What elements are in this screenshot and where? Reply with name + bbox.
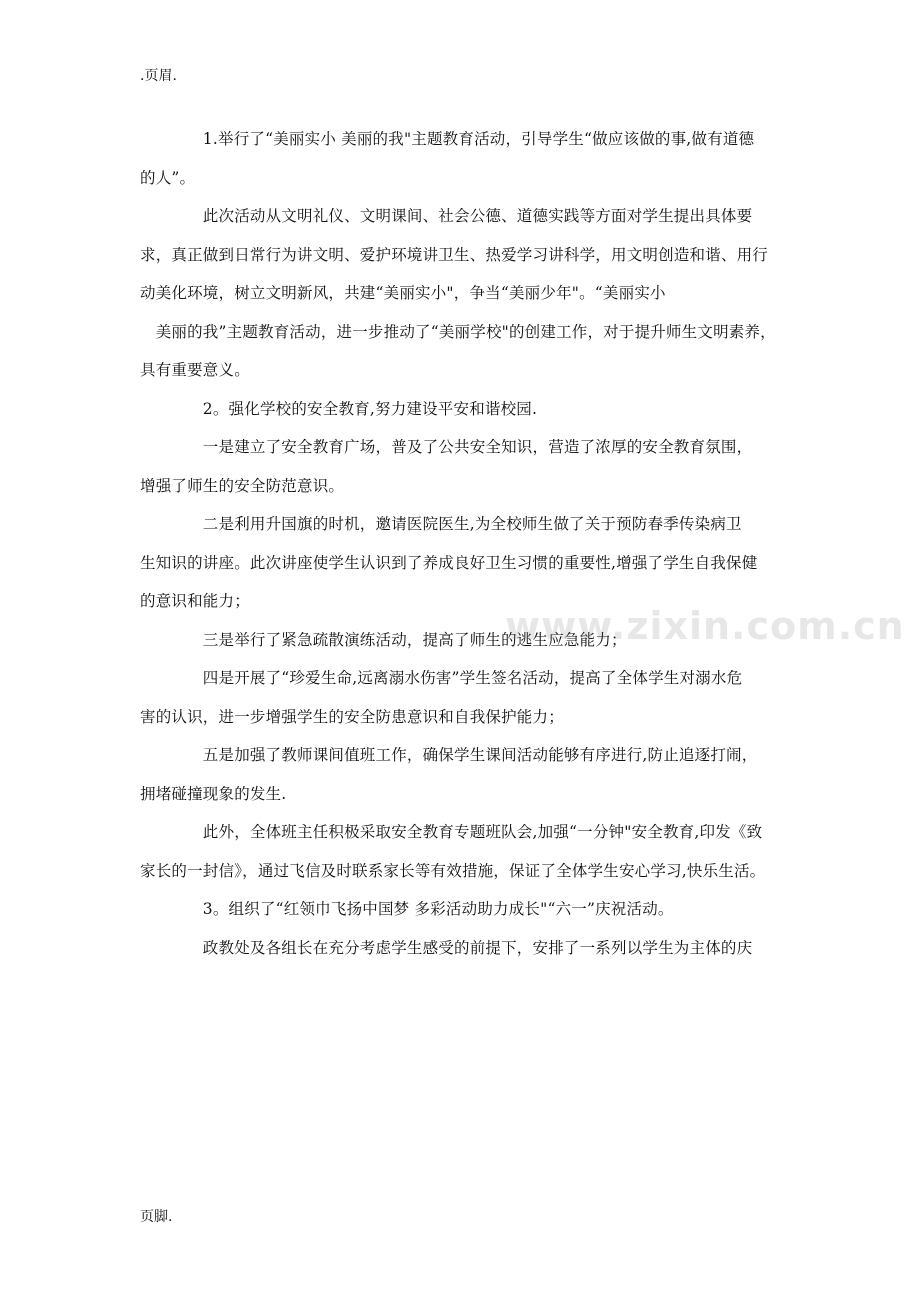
text-line: 的意识和能力； [140, 592, 250, 610]
text-line: 拥堵碰撞现象的发生. [140, 784, 287, 803]
text-line: 家长的一封信》，通过飞信及时联系家长等有效措施，保证了全体学生安心学习,快乐生活。 [140, 861, 766, 880]
paragraph-6 [140, 621, 790, 660]
text-line: 增强了师生的安全防范意识。 [140, 476, 345, 495]
paragraph-1 [140, 120, 790, 197]
text-line: 生知识的讲座。此次讲座使学生认识到了养成良好卫生习惯的重要性,增强了学生自我保健 [140, 553, 758, 572]
paragraph-10 [140, 890, 790, 929]
text-line: 的人”。 [140, 168, 196, 187]
paragraph-4 [140, 428, 790, 505]
page-header: .页眉. [140, 68, 177, 84]
paragraph-5 [140, 505, 790, 621]
text-line: 美丽的我”主题教育活动，进一步推动了“美丽学校"的创建工作，对于提升师生文明素养， [140, 322, 776, 341]
text-line: 求，真正做到日常行为讲文明、爱护环境讲卫生、热爱学习讲科学，用文明创造和谐、用行 [140, 245, 769, 264]
paragraph-7 [140, 659, 790, 736]
paragraph-3 [140, 390, 790, 429]
text-line: 三是举行了紧急疏散演练活动，提高了师生的逃生应急能力； [140, 630, 627, 649]
text-line: 具有重要意义。 [140, 361, 250, 379]
document-body [140, 120, 790, 967]
paragraph-11 [140, 929, 790, 968]
text-line: 此次活动从文明礼仪、文明课间、社会公德、道德实践等方面对学生提出具体要 [140, 207, 753, 225]
text-line: 此外，全体班主任积极采取安全教育专题班队会,加强“一分钟"安全教育,印发《致 [140, 823, 763, 841]
text-line: 害的认识，进一步增强学生的安全防患意识和自我保护能力； [140, 707, 564, 726]
page-footer: 页脚. [140, 1209, 173, 1225]
text-line: 2。强化学校的安全教育,努力建设平安和谐校园. [140, 399, 538, 418]
text-line: 动美化环境，树立文明新风，共建“美丽实小"，争当“美丽少年"。“美丽实小 [140, 284, 666, 302]
paragraph-9 [140, 813, 790, 890]
paragraph-8 [140, 736, 790, 813]
text-line: 五是加强了教师课间值班工作，确保学生课间活动能够有序进行,防止追逐打闹， [140, 746, 758, 764]
text-line: 二是利用升国旗的时机，邀请医院医生,为全校师生做了关于预防春季传染病卫 [140, 515, 742, 533]
paragraph-2 [140, 197, 790, 390]
watermark: www.zixin.com.cn [505, 604, 905, 648]
text-line: 四是开展了“珍爱生命,远离溺水伤害”学生签名活动，提高了全体学生对溺水危 [140, 669, 743, 687]
text-line: 政教处及各组长在充分考虑学生感受的前提下，安排了一系列以学生为主体的庆 [140, 938, 753, 957]
text-line: 3。组织了“红领巾飞扬中国梦 多彩活动助力成长"“六一”庆祝活动。 [140, 900, 674, 918]
text-line: 一是建立了安全教育广场，普及了公共安全知识，营造了浓厚的安全教育氛围， [140, 438, 753, 456]
text-line: 1.举行了“美丽实小 美丽的我"主题教育活动，引导学生“做应该做的事,做有道德 [140, 130, 755, 148]
